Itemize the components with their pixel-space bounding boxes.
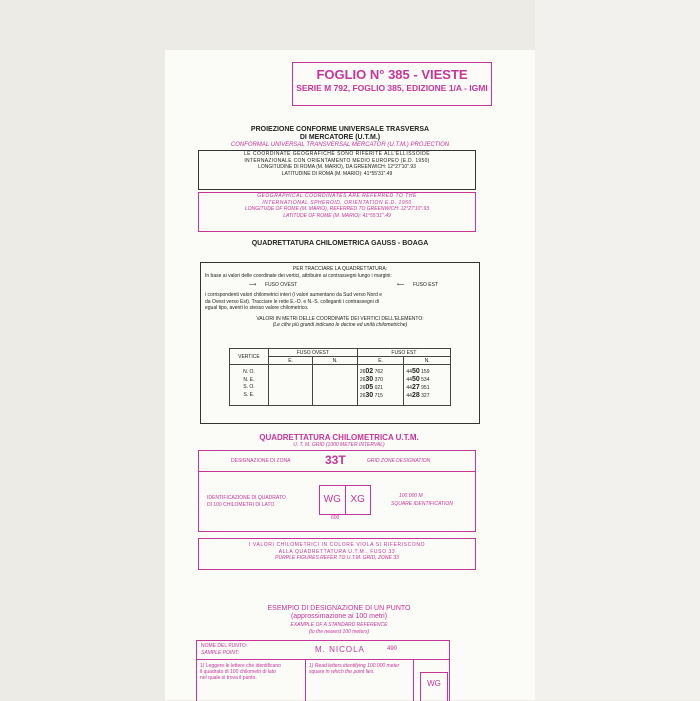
- zone-en: GRID ZONE DESIGNATION: [367, 458, 431, 464]
- purple-figures-note: [198, 538, 476, 570]
- fuso-ovest-label: FUSO OVEST: [265, 282, 298, 288]
- divider: [305, 659, 306, 701]
- projection-en-line-4: LATITUDE OF ROME (M. MARIO): 41°55'31".49: [283, 212, 391, 219]
- point-height: 490: [387, 646, 398, 652]
- projection-title-2: DI MERCATORE (U.T.M.): [299, 134, 381, 141]
- square-label-2: DI 100 CHILOMETRI DI LATO: [207, 502, 275, 508]
- th-vertice: VERTICE: [230, 349, 269, 365]
- note-line-1: I VALORI CHILOMETRICI IN COLORE VIOLA SI RIFERISCONO: [248, 542, 426, 548]
- example-title-en-2: (to the nearest 100 meters): [308, 629, 370, 635]
- table-row: [230, 365, 451, 406]
- gauss-boaga-box: [200, 262, 480, 424]
- projection-it-line-2: INTERNAZIONALE CON ORIENTAMENTO MEDIO EUROPEO (E.D. 1950): [244, 157, 430, 164]
- coord-prefix: 44: [406, 385, 412, 391]
- values-subtitle: (Le cifre più grandi indicano le decine ed unità chilometriche): [272, 322, 408, 328]
- step1-it-2: il quadrato di 100 chilometri di lato: [200, 669, 276, 675]
- th-fuso-est: FUSO EST: [357, 349, 450, 357]
- est-n-cell: [404, 365, 451, 406]
- coord-km: 27: [411, 384, 420, 391]
- projection-en-line-2: INTERNATIONAL SPHEROID, ORIENTATION E.D. 1950: [262, 199, 412, 206]
- projection-box-en: [198, 192, 476, 232]
- note-line-3: PURPLE FIGURES REFER TO U.T.M. GRID, ZONE 33: [275, 555, 399, 561]
- coord-m: 715: [374, 393, 383, 399]
- vertex-name: N. E.: [243, 376, 255, 383]
- coord-prefix: 44: [406, 377, 412, 383]
- square-right: XG: [350, 494, 365, 505]
- step1-it-3: nel quale si trova il punto.: [200, 675, 257, 681]
- coord-m: 370: [374, 377, 383, 383]
- th-ovest-e: E.: [268, 357, 313, 365]
- coord-km: 30: [365, 392, 374, 399]
- projection-title-en: CONFORMAL UNIVERSAL TRANSVERSAL MERCATOR (U.T.M.) PROJECTION: [230, 142, 450, 148]
- point-name: M. NICOLA: [315, 645, 365, 654]
- vertex-names-cell: [230, 365, 269, 406]
- gauss-boaga-title: QUADRETTATURA CHILOMETRICA GAUSS - BOAGA: [251, 240, 429, 247]
- step1-en-2: square in which the point lies.: [309, 669, 375, 675]
- coord-m: 327: [421, 393, 430, 399]
- fuso-legend: [201, 281, 479, 290]
- name-label-en: SAMPLE POINT:: [201, 650, 239, 656]
- projection-box-it: [198, 150, 476, 190]
- coord-prefix: 26: [359, 377, 366, 383]
- zone-row: [199, 451, 475, 472]
- square-en-2: SQUARE IDENTIFICATION: [391, 501, 453, 507]
- page-margin: [535, 0, 700, 700]
- gauss-para-1: i corrispondenti valori chilometrici interi (i valori aumentano da Sud verso Nord e: [205, 292, 383, 298]
- projection-en-line-1: GEOGRAPHICAL COORDINATES ARE REFERRED TO THE: [257, 193, 417, 199]
- coord-m: 534: [421, 377, 430, 383]
- coord-prefix: 44: [406, 369, 412, 375]
- fuso-est-label: FUSO EST: [413, 282, 439, 288]
- example-title-2: (approssimazione ai 100 metri): [290, 613, 388, 620]
- ovest-e-cell: [268, 365, 313, 406]
- square-label-1: IDENTIFICAZIONE DI QUADRATO: [207, 495, 286, 501]
- vertex-coordinates-table: [229, 348, 451, 406]
- example-box: [196, 640, 450, 701]
- square-below: 600: [331, 515, 340, 521]
- square-left: WG: [320, 486, 346, 514]
- projection-it-line-1: LE COORDINATE GEOGRAFICHE SONO RIFERITE ALL'ELLISSOIDE: [243, 151, 431, 157]
- th-est-e: E.: [357, 357, 404, 365]
- step1-en-1: 1) Read letters identifying 100.000 meter: [309, 663, 400, 669]
- coord-km: 50: [411, 368, 420, 375]
- vertex-name: S. O.: [243, 384, 255, 390]
- coord-prefix: 26: [359, 393, 366, 399]
- vertex-name: N. O.: [243, 369, 255, 375]
- th-fuso-ovest: FUSO OVEST: [268, 349, 357, 357]
- gauss-para-2: da Ovest verso Est). Tracciare le rette E.-O. e N.-S. colleganti i contrassegni di: [205, 298, 379, 305]
- name-label: NOME DEL PUNTO:: [201, 643, 248, 649]
- sample-point-row: [197, 641, 449, 660]
- th-ovest-n: N.: [313, 357, 358, 365]
- sheet-subtitle: SERIE M 792, FOGLIO 385, EDIZIONE 1/A - IGMI: [296, 83, 488, 93]
- utm-box: [198, 450, 476, 532]
- example-title-1: ESEMPIO DI DESIGNAZIONE DI UN PUNTO: [267, 605, 411, 612]
- gauss-line-1: In base ai valori delle coordinate dei vertici, attribuire ai contrassegni lungo i margini:: [205, 272, 392, 279]
- note-line-2: ALLA QUADRETTATURA U.T.M., FUSO 33: [278, 548, 396, 555]
- projection-it-line-4: LATITUDINE DI ROMA (M. MARIO): 41°55'31".49: [281, 170, 393, 177]
- coord-prefix: 26: [359, 385, 366, 391]
- square-id-box: [319, 485, 371, 515]
- coord-m: 021: [374, 385, 383, 391]
- step1-it-1: 1) Leggere le lettere che identificano: [200, 663, 281, 669]
- utm-title: QUADRETTATURA CHILOMETRICA U.T.M.: [259, 433, 419, 442]
- coord-m: 762: [374, 369, 383, 375]
- zone-value: 33T: [325, 453, 346, 467]
- step1-value-box: [420, 672, 448, 701]
- square-en-1: 100.000 M: [399, 493, 423, 499]
- coord-m: 159: [421, 369, 430, 375]
- est-e-cell: [357, 365, 404, 406]
- ovest-n-cell: [313, 365, 358, 406]
- values-title: VALORI IN METRI DELLE COORDINATE DEI VERTICI DELL'ELEMENTO:: [256, 315, 424, 322]
- coord-km: 28: [411, 392, 420, 399]
- gauss-para-3: egual tipo, aventi lo stesso valore chilometrico.: [205, 305, 309, 311]
- sheet-title-box: [292, 62, 492, 106]
- arrow-left-icon: ⟵: [397, 282, 405, 288]
- coord-prefix: 44: [406, 393, 412, 399]
- example-title-en-1: EXAMPLE OF A STANDARD REFERENCE: [290, 622, 388, 628]
- coord-prefix: 26: [359, 369, 366, 375]
- gauss-box-header: PER TRACCIARE LA QUADRETTATURA:: [292, 266, 388, 272]
- coord-km: 05: [365, 384, 374, 391]
- projection-it-line-3: LONGITUDINE DI ROMA (M. MARIO), DA GREENWICH: 12°27'10".93: [258, 164, 416, 170]
- step1-value: WG: [427, 679, 441, 688]
- utm-title-en: U. T. M. GRID (1000 METER INTERVAL): [293, 442, 385, 448]
- th-est-n: N.: [404, 357, 451, 365]
- zone-label: DESIGNAZIONE DI ZONA: [231, 458, 291, 464]
- projection-title-1: PROIEZIONE CONFORME UNIVERSALE TRASVERSA: [250, 126, 430, 133]
- sheet-title: FOGLIO N° 385 - VIESTE: [316, 67, 468, 82]
- coord-m: 951: [421, 385, 430, 391]
- coord-km: 02: [365, 368, 374, 375]
- coord-km: 50: [411, 376, 420, 383]
- divider: [413, 659, 414, 701]
- projection-en-line-3: LONGITUDE OF ROME (M. MARIO), REFERRED TO GREENWICH: 12°27'10".93: [244, 206, 430, 212]
- arrow-right-icon: ⟶: [249, 282, 257, 288]
- vertex-name: S. E.: [243, 391, 255, 398]
- coord-km: 30: [365, 376, 374, 383]
